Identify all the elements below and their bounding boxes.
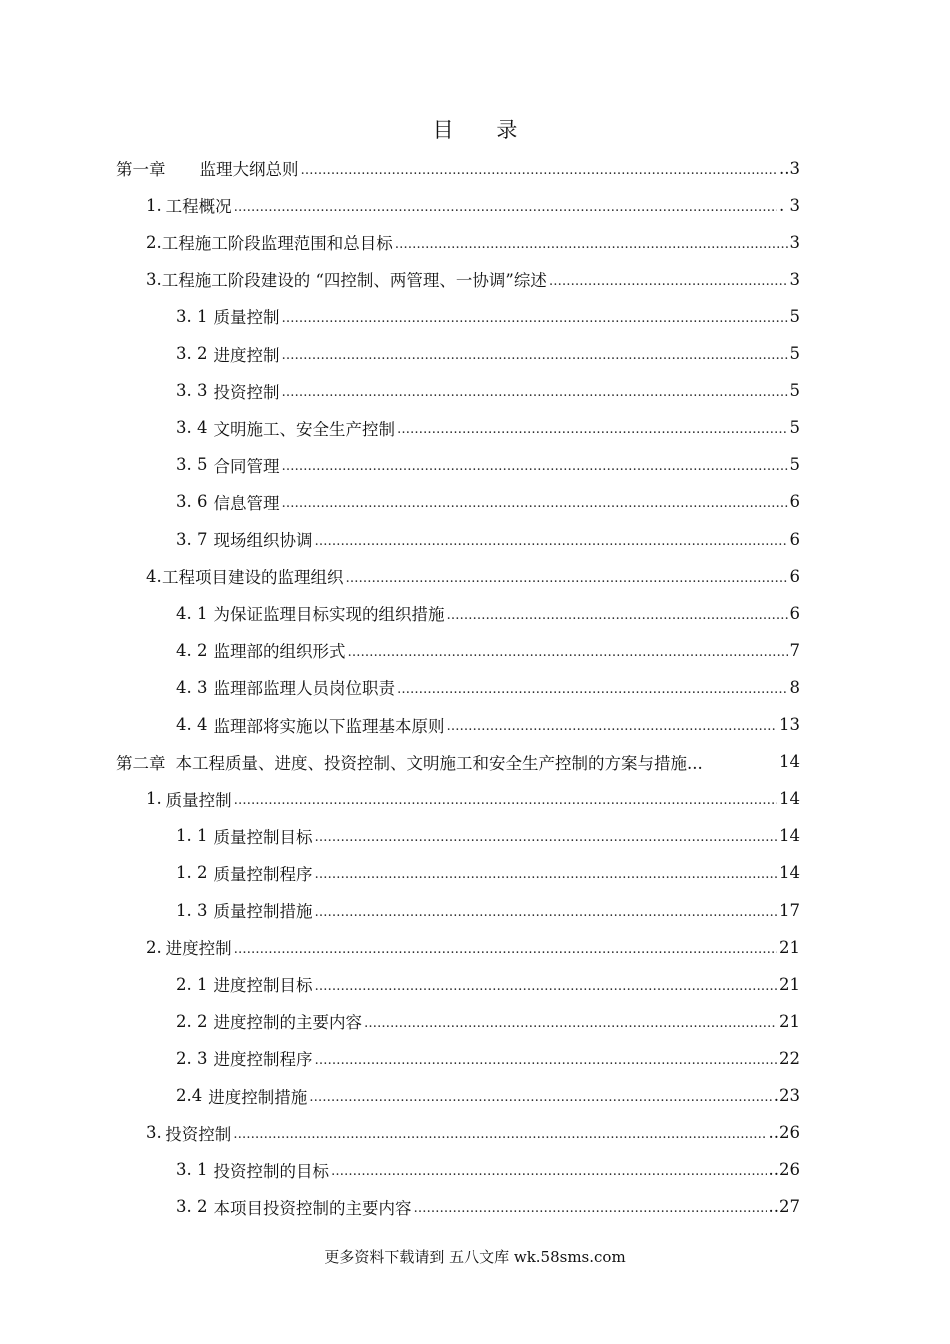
toc-entry-page: 14 [779, 826, 800, 846]
toc-entry[interactable] [176, 451, 800, 479]
toc-entry[interactable] [176, 896, 800, 924]
toc-entry[interactable] [146, 785, 800, 813]
toc-entry-label: 质量控制程序 [213, 864, 313, 884]
toc-entry-number: 1. [146, 195, 162, 215]
toc-entry-page: 5 [789, 344, 800, 363]
toc-entry-label: 投资控制的目标 [213, 1161, 329, 1181]
toc-entry-page: 5 [789, 455, 800, 475]
toc-entry-number: 3. 1 [176, 306, 208, 326]
toc-leader-dots [315, 830, 778, 845]
toc-leader-dots [315, 979, 778, 994]
toc-entry[interactable] [176, 525, 800, 553]
toc-entry-label: 工程项目建设的监理组织 [161, 568, 344, 588]
toc-entry-label: 质量控制措施 [213, 902, 313, 921]
toc-entry-page: 21 [779, 937, 800, 957]
toc-entry[interactable] [176, 488, 800, 516]
toc-entry[interactable] [116, 748, 800, 776]
toc-entry-label: 监理大纲总则 [199, 160, 299, 179]
toc-leader-dots [414, 1201, 767, 1216]
toc-entry-page: .23 [773, 1086, 800, 1105]
toc-entry-number: 3. 4 [176, 418, 208, 438]
toc-entry-page: 14 [779, 863, 800, 883]
toc-leader-dots [301, 163, 778, 178]
toc-leader-dots [315, 867, 778, 882]
toc-entry-page: 6 [789, 529, 800, 549]
toc-entry-page: 5 [789, 306, 800, 326]
toc-entry-number: 4. 1 [176, 603, 208, 623]
toc-entry-label: 信息管理 [213, 493, 280, 513]
toc-entry-label: 本工程质量、进度、投资控制、文明施工和安全生产控制的方案与措施... [175, 753, 703, 773]
toc-entry-page: 8 [789, 677, 800, 697]
toc-entry-number: 1. 3 [176, 900, 208, 920]
toc-entry-number: 1. 2 [176, 863, 208, 883]
toc-entry-page: 17 [779, 900, 800, 920]
toc-entry[interactable] [176, 599, 800, 627]
toc-leader-dots [315, 534, 788, 549]
toc-entry[interactable] [176, 414, 800, 442]
toc-entry-number: 3. [146, 269, 162, 289]
toc-entry-label: 工程施工阶段建设的 “四控制、两管理、一协调”综述 [161, 271, 547, 291]
toc-leader-dots [397, 422, 788, 437]
toc-entry-page: 3 [789, 269, 800, 289]
toc-entry[interactable] [176, 340, 800, 368]
toc-entry-number: 第二章 [116, 753, 166, 773]
toc-entry-label: 文明施工、安全生产控制 [213, 419, 395, 439]
toc-entry-page: 3 [789, 232, 800, 252]
toc-entry-number: 2. [146, 232, 162, 252]
toc-entry-number: 3. 5 [176, 455, 208, 475]
toc-entry-label: 工程施工阶段监理范围和总目标 [161, 234, 393, 254]
toc-leader-dots [282, 385, 788, 400]
toc-entry[interactable] [176, 1044, 800, 1072]
toc-entry-page: 6 [789, 603, 800, 623]
toc-entry-label: 监理部将实施以下监理基本原则 [213, 716, 445, 736]
toc-entry[interactable] [176, 859, 800, 887]
toc-entry-label: 合同管理 [213, 456, 280, 476]
toc-entry[interactable] [176, 1007, 800, 1035]
toc-entry[interactable] [176, 1156, 800, 1184]
toc-entry-label: 本项目投资控制的主要内容 [213, 1198, 412, 1218]
toc-leader-dots [549, 274, 788, 289]
toc-entry-page: 14 [779, 752, 800, 772]
toc-entry-page: 6 [789, 492, 800, 512]
toc-entry-page: 14 [779, 789, 800, 809]
toc-entry[interactable] [176, 822, 800, 850]
toc-entry-number: 3. 1 [176, 1160, 208, 1180]
toc-entry-number: 4. 4 [176, 715, 208, 734]
toc-leader-dots [397, 682, 788, 697]
toc-entry-page: . 3 [779, 195, 800, 215]
toc-entry-label: 投资控制 [213, 382, 280, 402]
toc-entry-label: 进度控制程序 [213, 1050, 313, 1070]
toc-entry-label: 监理部的组织形式 [213, 642, 346, 662]
toc-entry-number: 3. 2 [176, 344, 208, 363]
toc-entry-label: 进度控制目标 [213, 976, 313, 996]
toc-entry[interactable] [176, 970, 800, 998]
toc-leader-dots [348, 645, 788, 660]
toc-entry-label: 工程概况 [165, 197, 232, 217]
page-title: 目 录 [432, 118, 536, 142]
toc-entry-number: 2.4 [176, 1086, 203, 1105]
toc-entry-page: 13 [779, 715, 800, 734]
toc-leader-dots [315, 905, 778, 920]
toc-entry[interactable] [176, 711, 800, 739]
toc-leader-dots [447, 608, 788, 623]
toc-leader-dots [447, 719, 778, 734]
toc-leader-dots [345, 571, 787, 586]
toc-entry[interactable] [146, 191, 800, 219]
toc-entry[interactable] [176, 302, 800, 330]
toc-entry-number: 1. 1 [176, 826, 208, 846]
toc-entry-page: 21 [779, 1011, 800, 1031]
toc-leader-dots [234, 200, 777, 215]
toc-entry-label: 质量控制 [165, 790, 232, 810]
toc-leader-dots [282, 311, 788, 326]
toc-leader-dots [282, 348, 788, 363]
toc-entry-label: 进度控制 [165, 939, 232, 959]
toc-entry[interactable] [176, 377, 800, 405]
toc-leader-dots [234, 942, 777, 957]
toc-entry[interactable] [116, 154, 800, 182]
footer-text: 更多资料下载请到 五八文库 wk.58sms.com [324, 1248, 626, 1266]
toc-entry-number: 1. [146, 789, 162, 809]
toc-leader-dots [315, 1053, 778, 1068]
toc-leader-dots [282, 496, 788, 511]
toc-entry-number: 3. [146, 1123, 162, 1143]
toc-entry-number: 3. 7 [176, 529, 208, 549]
toc-leader-dots [331, 1164, 767, 1179]
toc-entry-number: 3. 6 [176, 492, 208, 512]
toc-leader-dots [309, 1090, 772, 1105]
toc-entry-page: ..26 [768, 1160, 800, 1180]
toc-entry-page: 7 [789, 640, 800, 660]
toc-entry[interactable] [146, 1119, 800, 1147]
toc-entry[interactable] [146, 265, 800, 293]
toc-entry[interactable] [176, 1193, 800, 1221]
toc-entry-number: 2. [146, 937, 162, 957]
toc-entry-number: 2. 3 [176, 1048, 208, 1068]
toc-entry-label: 质量控制 [213, 308, 280, 328]
toc-entry-page: ..3 [779, 158, 800, 178]
toc-leader-dots [282, 459, 788, 474]
toc-entry-number: 4. [146, 566, 162, 586]
toc-entry-number: 2. 2 [176, 1011, 208, 1031]
toc-entry-page: ..27 [768, 1197, 800, 1217]
toc-entry-number: 2. 1 [176, 974, 208, 994]
toc-entry[interactable] [176, 1082, 800, 1110]
toc-entry-number: 4. 2 [176, 640, 208, 660]
toc-entry-label: 投资控制 [165, 1124, 232, 1144]
toc-entry-number: 3. 2 [176, 1197, 208, 1217]
toc-entry-label: 进度控制 [213, 345, 280, 365]
toc-entry-page: 6 [789, 566, 800, 586]
toc-entry[interactable] [146, 562, 800, 590]
toc-entry-page: 5 [789, 418, 800, 438]
toc-entry-number: 第一章 [116, 160, 166, 179]
toc-entry[interactable] [176, 673, 800, 701]
toc-entry-number: 4. 3 [176, 677, 208, 697]
toc-entry[interactable] [176, 636, 800, 664]
toc-entry-label: 为保证监理目标实现的组织措施 [213, 605, 445, 625]
toc-entry[interactable] [146, 228, 800, 256]
toc-entry-label: 现场组织协调 [213, 531, 313, 550]
toc-entry[interactable] [146, 933, 800, 961]
toc-entry-page: ..26 [768, 1123, 800, 1143]
toc-entry-label: 监理部监理人员岗位职责 [213, 679, 395, 699]
toc-entry-label: 进度控制措施 [208, 1087, 308, 1107]
toc-entry-page: 22 [779, 1048, 800, 1068]
toc-entry-label: 质量控制目标 [213, 827, 313, 847]
toc-entry-label: 进度控制的主要内容 [213, 1013, 362, 1033]
toc-entry-number: 3. 3 [176, 381, 208, 401]
toc-leader-dots [364, 1016, 777, 1031]
toc-leader-dots [234, 793, 777, 808]
toc-leader-dots [233, 1127, 766, 1142]
toc-entry-page: 5 [789, 381, 800, 401]
toc-entry-page: 21 [779, 974, 800, 994]
toc-leader-dots [395, 237, 788, 252]
